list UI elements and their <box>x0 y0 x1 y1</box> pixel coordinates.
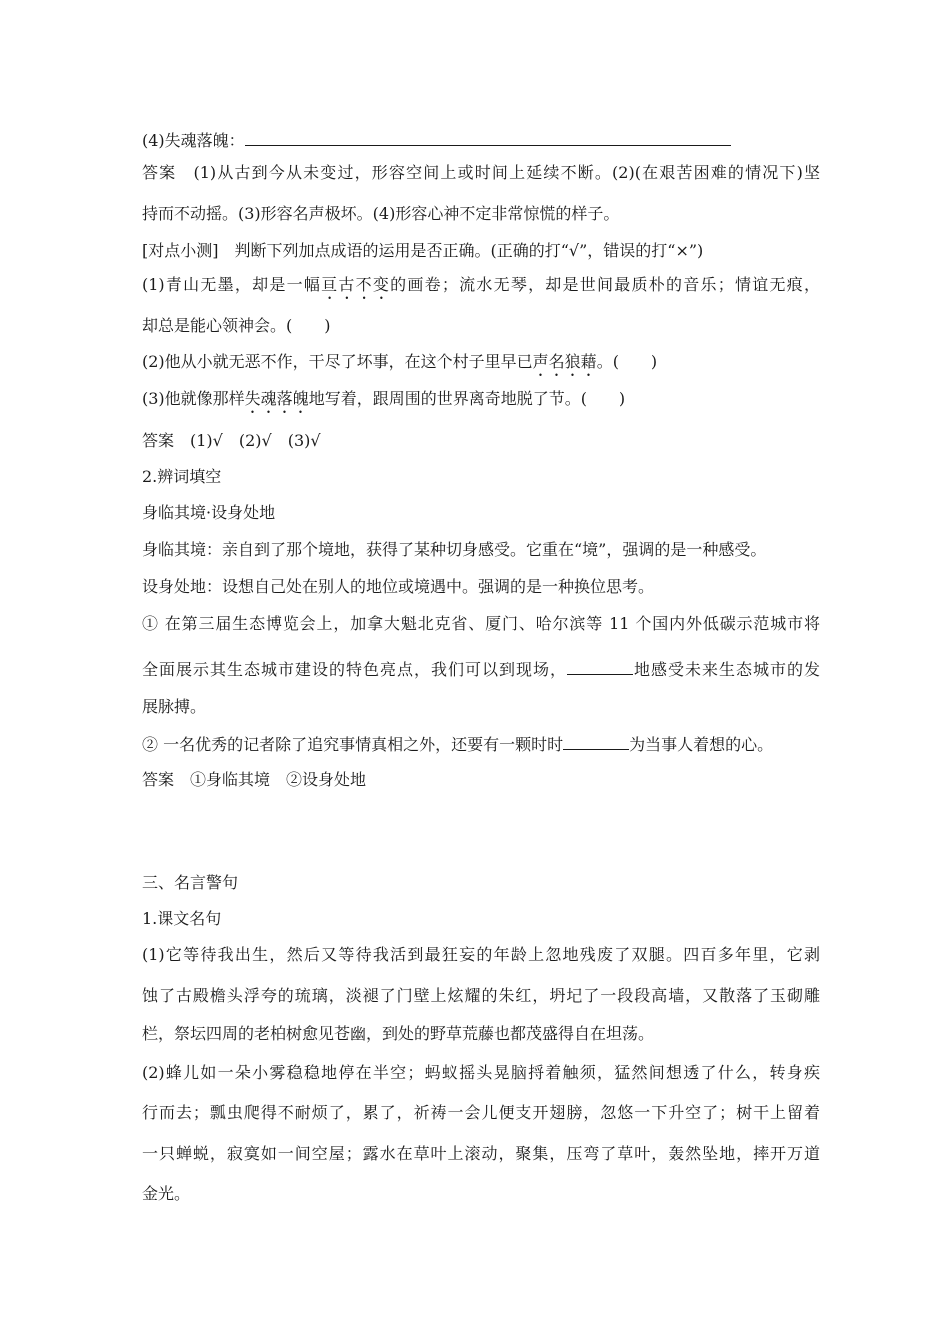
answer-blank[interactable] <box>563 733 629 750</box>
fill-question-1-cont: 展脉搏。 <box>142 697 207 716</box>
question-4 <box>142 129 820 151</box>
dotted-idiom: 声名狼藉 <box>532 352 597 371</box>
sentence-text: 为当事人着想的心。 <box>629 735 774 754</box>
fill-question-2 <box>142 733 820 755</box>
section-heading: 三、名言警句 <box>142 873 239 892</box>
quote-2-line: (2)蜂儿如一朵小雾稳稳地停在半空；蚂蚁摇头晃脑捋着触须，猛然间想透了什么，转身疾 <box>142 1063 820 1082</box>
subsection-heading: 1.课文名句 <box>142 909 222 928</box>
dotted-idiom: 亘古不变 <box>321 275 391 294</box>
answer-line: 持而不动摇。(3)形容名声极坏。(4)形容心神不定非常惊慌的样子。 <box>142 204 620 223</box>
sentence-text: 地写着，跟周围的世界离奇地脱了节。( ) <box>308 389 626 408</box>
definition: 身临其境：亲自到了那个境地，获得了某种切身感受。它重在“境”，强调的是一种感受。 <box>142 540 767 559</box>
sentence-text: (1)青山无墨，却是一幅 <box>142 275 322 294</box>
test-sentence-1 <box>142 274 820 296</box>
sentence-text: ② 一名优秀的记者除了追究事情真相之外，还要有一颗时时 <box>142 735 564 754</box>
section-heading: 2.辨词填空 <box>142 467 222 486</box>
fill-question-1-cont <box>142 658 820 680</box>
test-sentence-3 <box>142 388 820 410</box>
sentence-text: 全面展示其生态城市建设的特色亮点，我们可以到现场， <box>142 660 567 679</box>
answer-blank[interactable] <box>245 129 731 146</box>
answer-line: 答案 (1)√ (2)√ (3)√ <box>142 431 321 450</box>
sentence-text: 地感受未来生态城市的发 <box>632 660 820 679</box>
answer-line: 答案 ①身临其境 ②设身处地 <box>142 770 367 789</box>
question-4-label: (4)失魂落魄： <box>142 131 245 150</box>
answer-line: 答案 (1)从古到今从未变过，形容空间上或时间上延续不断。(2)(在艰苦困难的情况下)坚 <box>142 163 820 182</box>
dotted-idiom: 失魂落魄 <box>244 389 309 408</box>
quote-1-line: 蚀了古殿檐头浮夸的琉璃，淡褪了门壁上炫耀的朱红，坍圮了一段段高墙，又散落了玉砌雕 <box>142 986 820 1005</box>
test-sentence-2 <box>142 351 820 373</box>
quote-1-line: (1)它等待我出生，然后又等待我活到最狂妄的年龄上忽地残废了双腿。四百多年里，它剥 <box>142 945 820 964</box>
test-header: [对点小测] 判断下列加点成语的运用是否正确。(正确的打“√”，错误的打“×”) <box>142 241 704 260</box>
answer-blank[interactable] <box>567 658 633 675</box>
sentence-text: 。( ) <box>596 352 658 371</box>
sentence-text: (3)他就像那样 <box>142 389 245 408</box>
sentence-text: (2)他从小就无恶不作，干尽了坏事，在这个村子里早已 <box>142 352 533 371</box>
quote-2-line: 金光。 <box>142 1184 191 1203</box>
quote-2-line: 一只蝉蜕，寂寞如一间空屋；露水在草叶上滚动，聚集，压弯了草叶，轰然坠地，摔开万道 <box>142 1144 820 1163</box>
word-pair: 身临其境·设身处地 <box>142 503 276 522</box>
quote-2-line: 行而去；瓢虫爬得不耐烦了，累了，祈祷一会儿便支开翅膀，忽悠一下升空了；树干上留着 <box>142 1103 820 1122</box>
sentence-text: 的画卷；流水无琴，却是世间最质朴的音乐；情谊无痕， <box>390 275 820 294</box>
definition: 设身处地：设想自己处在别人的地位或境遇中。强调的是一种换位思考。 <box>142 577 655 596</box>
fill-question-1: ① 在第三届生态博览会上，加拿大魁北克省、厦门、哈尔滨等 11 个国内外低碳示范城市将 <box>142 614 820 633</box>
test-sentence-1-cont: 却总是能心领神会。( ) <box>142 316 331 335</box>
quote-1-line: 栏，祭坛四周的老柏树愈见苍幽，到处的野草荒藤也都茂盛得自在坦荡。 <box>142 1024 655 1043</box>
